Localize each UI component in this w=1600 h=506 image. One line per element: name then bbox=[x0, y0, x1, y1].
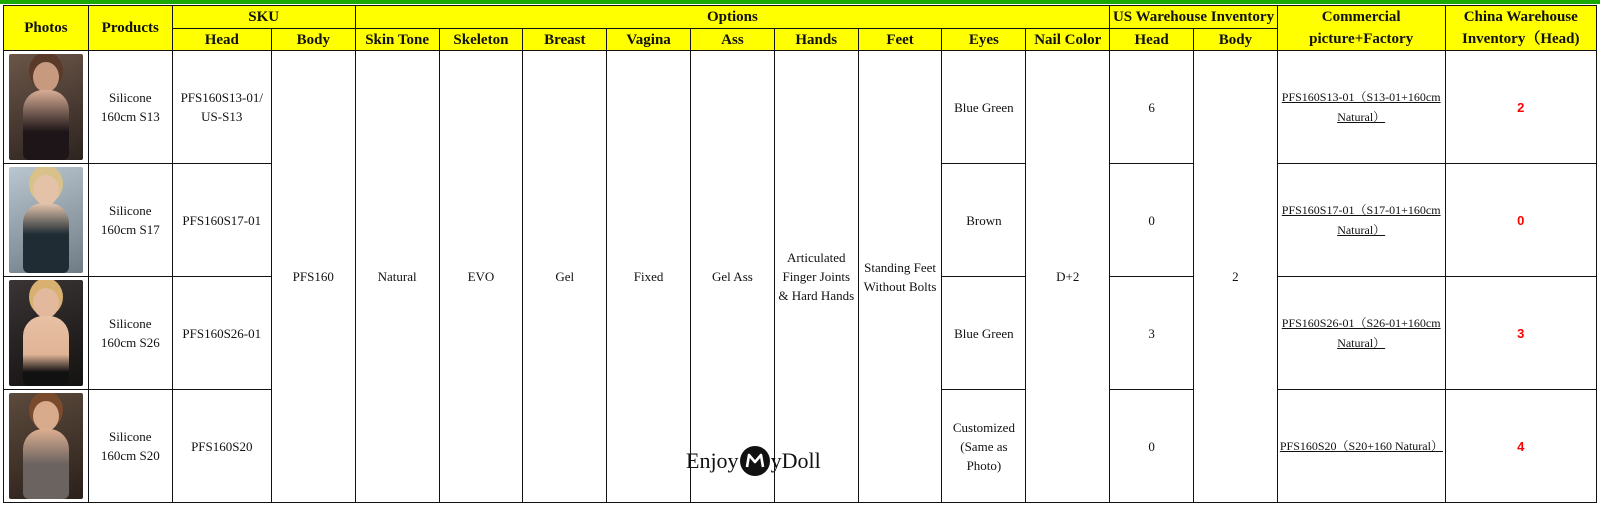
commercial-link[interactable]: PFS160S17-01（S17-01+160cm Natural） bbox=[1281, 203, 1441, 237]
col-sku-head: Head bbox=[172, 29, 271, 51]
table-row bbox=[4, 51, 1597, 164]
commercial-cell bbox=[1277, 390, 1445, 503]
product-photo[interactable] bbox=[9, 393, 83, 499]
product-cell: Silicone 160cm S20 bbox=[88, 390, 172, 503]
eyes-cell: Blue Green bbox=[942, 277, 1026, 390]
head-sku-cell: PFS160S17-01 bbox=[172, 164, 271, 277]
us-head-cell: 0 bbox=[1110, 164, 1194, 277]
body-sku-cell: PFS160 bbox=[271, 51, 355, 503]
skeleton-cell: EVO bbox=[439, 51, 523, 503]
product-cell: Silicone 160cm S17 bbox=[88, 164, 172, 277]
head-sku-cell: PFS160S13-01/ US-S13 bbox=[172, 51, 271, 164]
col-breast: Breast bbox=[523, 29, 607, 51]
photo-cell bbox=[4, 277, 89, 390]
col-us-body: Body bbox=[1194, 29, 1278, 51]
product-photo[interactable] bbox=[9, 280, 83, 386]
ass-cell: Gel Ass bbox=[691, 51, 775, 503]
header-row-top bbox=[4, 6, 1597, 29]
china-head-cell bbox=[1445, 51, 1596, 164]
china-head-value: 4 bbox=[1517, 438, 1525, 454]
eyes-cell: Customized (Same as Photo) bbox=[942, 390, 1026, 503]
col-group-us-warehouse: US Warehouse Inventory bbox=[1110, 6, 1278, 29]
photo-cell bbox=[4, 164, 89, 277]
us-head-cell: 6 bbox=[1110, 51, 1194, 164]
commercial-cell bbox=[1277, 164, 1445, 277]
col-photos: Photos bbox=[4, 6, 89, 51]
col-vagina: Vagina bbox=[607, 29, 691, 51]
commercial-cell bbox=[1277, 277, 1445, 390]
china-head-value: 2 bbox=[1517, 99, 1525, 115]
col-hands: Hands bbox=[774, 29, 858, 51]
product-cell: Silicone 160cm S26 bbox=[88, 277, 172, 390]
col-products: Products bbox=[88, 6, 172, 51]
col-group-sku: SKU bbox=[172, 6, 355, 29]
photo-cell bbox=[4, 51, 89, 164]
hands-cell: Articulated Finger Joints & Hard Hands bbox=[774, 51, 858, 503]
top-border-bar bbox=[0, 0, 1600, 4]
commercial-link[interactable]: PFS160S26-01（S26-01+160cm Natural） bbox=[1281, 316, 1441, 350]
nail-color-cell: D+2 bbox=[1026, 51, 1110, 503]
inventory-table bbox=[3, 5, 1597, 503]
us-head-cell: 3 bbox=[1110, 277, 1194, 390]
head-sku-cell: PFS160S20 bbox=[172, 390, 271, 503]
col-ass: Ass bbox=[691, 29, 775, 51]
feet-cell: Standing Feet Without Bolts bbox=[858, 51, 942, 503]
skin-tone-cell: Natural bbox=[355, 51, 439, 503]
eyes-cell: Brown bbox=[942, 164, 1026, 277]
col-commercial: Commercial picture+Factory bbox=[1277, 6, 1445, 51]
china-head-cell bbox=[1445, 164, 1596, 277]
brand-logo bbox=[686, 444, 821, 478]
logo-text-left: Enjoy bbox=[686, 448, 739, 473]
col-eyes: Eyes bbox=[942, 29, 1026, 51]
commercial-cell bbox=[1277, 51, 1445, 164]
china-head-value: 3 bbox=[1517, 325, 1525, 341]
vagina-cell: Fixed bbox=[607, 51, 691, 503]
col-nail-color: Nail Color bbox=[1026, 29, 1110, 51]
product-photo[interactable] bbox=[9, 54, 83, 160]
commercial-link[interactable]: PFS160S13-01（S13-01+160cm Natural） bbox=[1281, 90, 1441, 124]
logo-text-right: yDoll bbox=[770, 448, 821, 473]
photo-cell bbox=[4, 390, 89, 503]
china-head-value: 0 bbox=[1517, 212, 1525, 228]
col-skeleton: Skeleton bbox=[439, 29, 523, 51]
product-cell: Silicone 160cm S13 bbox=[88, 51, 172, 164]
us-head-cell: 0 bbox=[1110, 390, 1194, 503]
col-group-options: Options bbox=[355, 6, 1109, 29]
my-doll-logo-icon bbox=[740, 446, 770, 476]
col-feet: Feet bbox=[858, 29, 942, 51]
eyes-cell: Blue Green bbox=[942, 51, 1026, 164]
china-head-cell bbox=[1445, 390, 1596, 503]
col-skin-tone: Skin Tone bbox=[355, 29, 439, 51]
col-sku-body: Body bbox=[271, 29, 355, 51]
breast-cell: Gel bbox=[523, 51, 607, 503]
head-sku-cell: PFS160S26-01 bbox=[172, 277, 271, 390]
product-photo[interactable] bbox=[9, 167, 83, 273]
china-head-cell bbox=[1445, 277, 1596, 390]
commercial-link[interactable]: PFS160S20（S20+160 Natural） bbox=[1279, 439, 1443, 453]
col-us-head: Head bbox=[1110, 29, 1194, 51]
us-body-cell: 2 bbox=[1194, 51, 1278, 503]
col-china-warehouse: China Warehouse Inventory（Head) bbox=[1445, 6, 1596, 51]
